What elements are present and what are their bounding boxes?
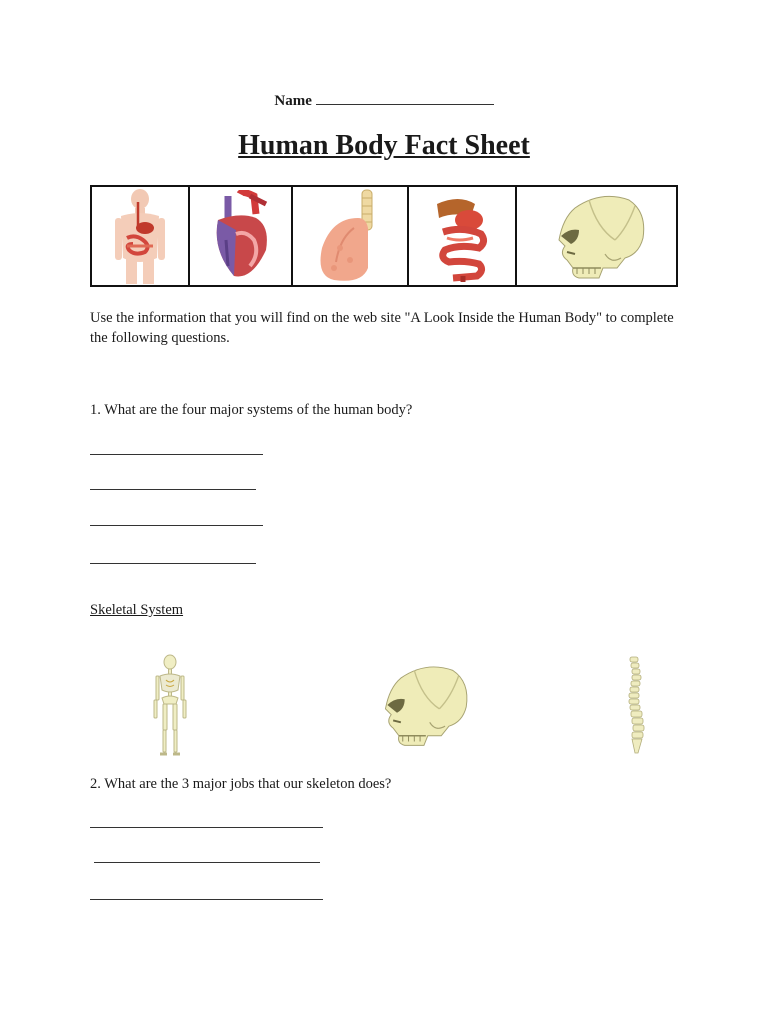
digestive-system-icon — [429, 190, 495, 282]
spine-icon — [622, 655, 648, 757]
answer-line[interactable] — [90, 454, 263, 455]
strip-cell-digestive — [409, 187, 517, 285]
strip-cell-lung — [293, 187, 409, 285]
strip-cell-body — [92, 187, 190, 285]
skull-icon — [545, 188, 649, 284]
answer-line[interactable] — [90, 899, 323, 900]
answer-line[interactable] — [90, 827, 323, 828]
section-heading-skeletal: Skeletal System — [90, 602, 184, 618]
skeleton-icon — [148, 654, 192, 758]
heart-icon — [206, 190, 276, 282]
question-1: 1. What are the four major systems of the human body? — [90, 402, 413, 418]
answer-line[interactable] — [94, 862, 320, 863]
answer-line[interactable] — [90, 489, 256, 490]
answer-line[interactable] — [90, 563, 256, 564]
name-field-row — [0, 93, 768, 110]
name-label: Name — [274, 93, 312, 109]
strip-cell-skull — [517, 187, 676, 285]
page-title: Human Body Fact Sheet — [238, 130, 530, 161]
organ-image-strip — [90, 185, 678, 287]
body-organs-icon — [105, 188, 175, 284]
answer-line[interactable] — [90, 525, 263, 526]
name-blank[interactable] — [316, 104, 494, 105]
skull-icon — [372, 655, 472, 755]
lung-icon — [310, 188, 390, 284]
instructions-paragraph: Use the information that you will find on the web site "A Look Inside the Human Body" to complete the following questions. — [90, 310, 674, 346]
strip-cell-heart — [190, 187, 293, 285]
question-2: 2. What are the 3 major jobs that our skeleton does? — [90, 776, 392, 792]
